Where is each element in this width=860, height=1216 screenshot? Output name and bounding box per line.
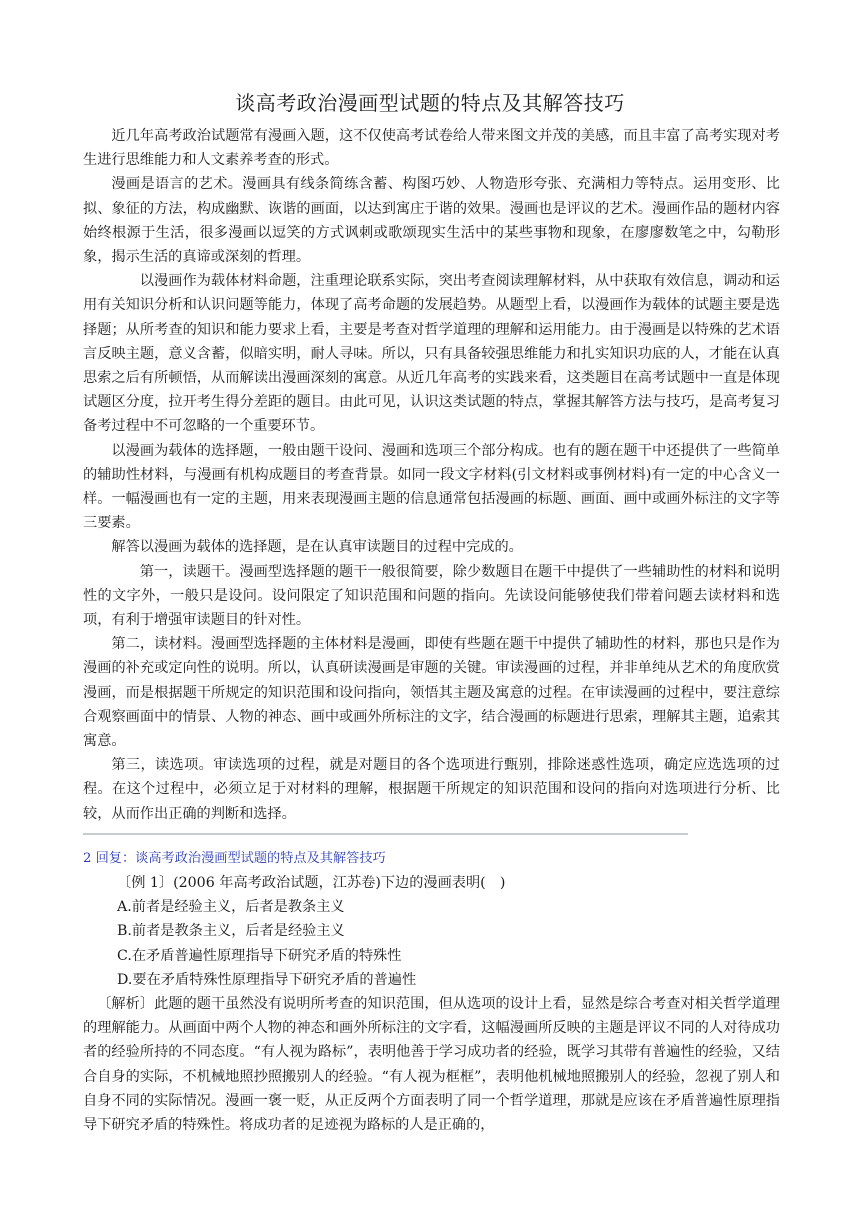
paragraph-step-three: 第三，读选项。审读选项的过程，就是对题目的各个选项进行甄别，排除迷惑性选项，确定应选选项的过程。在这个过程中，必须立足于对材料的理解，根据题干所规定的知识范围和设问的指向对选项进行分析、比较，从而作出正确的判断和选择。	[83, 757, 780, 822]
paragraph-comic-questions: 以漫画作为载体材料命题，注重理论联系实际，突出考查阅读理解材料，从中获取有效信息，调动和运用有关知识分析和认识问题等能力，体现了高考命题的发展趋势。从题型上看，以漫画作为载体的试题主要是选择题；从所考查的知识和能力要求上看，主要是考查对哲学道理的理解和运用能力。由于漫画是以特殊的艺术语言反映主题，意义含蓄，似暗实明，耐人寻味。所以，只有具备较强思维能力和扎实知识功底的人，才能在认真思索之后有所顿悟，从而解读出漫画深刻的寓意。从近几年高考的实践来看，这类题目在高考试题中一直是体现试题区分度，拉开考生得分差距的题目。由此可见，认识这类试题的特点，掌握其解答方法与技巧，是高考复习备考过程中不可忽略的一个重要环节。	[83, 273, 780, 435]
paragraph-step-one: 第一，读题干。漫画型选择题的题干一般很简要，除少数题目在题干中提供了一些辅助性的材料和说明性的文字外，一般只是设问。设问限定了知识范围和问题的指向。先读设问能够使我们带着问题去读材料和选项，有利于增强审读题目的针对性。	[83, 563, 780, 629]
paragraph-intro: 近几年高考政治试题常有漫画入题，这不仅使高考试卷给人带来图文并茂的美感，而且丰富了高考实现对考生进行思维能力和人文素养考查的形式。	[83, 128, 780, 169]
example-question: 〔例 1〕(2006 年高考政治试题，江苏卷)下边的漫画表明( )	[117, 875, 506, 891]
paragraph-comic-art: 漫画是语言的艺术。漫画具有线条简练含蓄、构图巧妙、人物造形夸张、充满相力等特点。运用变形、比拟、象征的方法，构成幽默、诙谐的画面，以达到寓庄于谐的效果。漫画也是评议的艺术。漫画作品的题材内容始终根源于生活，很多漫画以逗笑的方式讽刺或歌颂现实生活中的某些事物和现象，在廖廖数笔之中，勾勒形象，揭示生活的真谛或深刻的哲理。	[83, 176, 780, 266]
paragraph-solving: 解答以漫画为载体的选择题，是在认真审读题目的过程中完成的。	[111, 539, 523, 556]
option-a: A.前者是经验主义，后者是教条主义	[117, 899, 345, 916]
paragraph-structure: 以漫画为载体的选择题，一般由题干设问、漫画和选项三个部分构成。也有的题在题干中还提供了一些简单的辅助性材料，与漫画有机构成题目的考查背景。如同一段文字材料(引文材料或事例材料)有一定的中心含义一样。一幅漫画也有一定的主题，用来表现漫画主题的信息通常包括漫画的标题、画面、画中或画外标注的文字等三要素。	[83, 442, 780, 532]
analysis-paragraph: 〔解析〕此题的题干虽然没有说明所考查的知识范围，但从选项的设计上看，显然是综合考查对相关哲学道理的理解能力。从画面中两个人物的神态和画外所标注的文字看，这幅漫画所反映的主题是评议不同的人对待成功者的经验所持的不同态度。“有人视为路标”，表明他善于学习成功者的经验，既学习其带有普遍性的经验，又结合自身的实际，不机械地照抄照搬别人的经验。“有人视为框框”，表明他机械地照搬别人的经验，忽视了别人和自身不同的实际情况。漫画一褒一贬，从正反两个方面表明了同一个哲学道理，那就是应该在矛盾普遍性原理指导下研究矛盾的特殊性。将成功者的足迹视为路标的人是正确的，	[83, 996, 780, 1134]
option-b: B.前者是教条主义，后者是经验主义	[117, 923, 345, 940]
reply-section	[83, 847, 780, 1137]
option-c: C.在矛盾普遍性原理指导下研究矛盾的特殊性	[117, 947, 402, 964]
article-body	[83, 124, 780, 826]
article-title: 谈高考政治漫画型试题的特点及其解答技巧	[235, 91, 625, 115]
option-d: D.要在矛盾特殊性原理指导下研究矛盾的普遍性	[117, 971, 417, 988]
reply-heading-link[interactable]: 2 回复：谈高考政治漫画型试题的特点及其解答技巧	[83, 851, 386, 866]
section-divider	[83, 833, 688, 835]
paragraph-step-two: 第二，读材料。漫画型选择题的主体材料是漫画，即使有些题在题干中提供了辅助性的材料，那也只是作为漫画的补充或定向性的说明。所以，认真研读漫画是审题的关键。审读漫画的过程，并非单纯从艺术的角度欣赏漫画，而是根据题干所规定的知识范围和设问指向，领悟其主题及寓意的过程。在审读漫画的过程中，要注意综合观察画面中的情景、人物的神态、画中或画外所标注的文字，结合漫画的标题进行思索，理解其主题，追索其寓意。	[83, 636, 780, 750]
